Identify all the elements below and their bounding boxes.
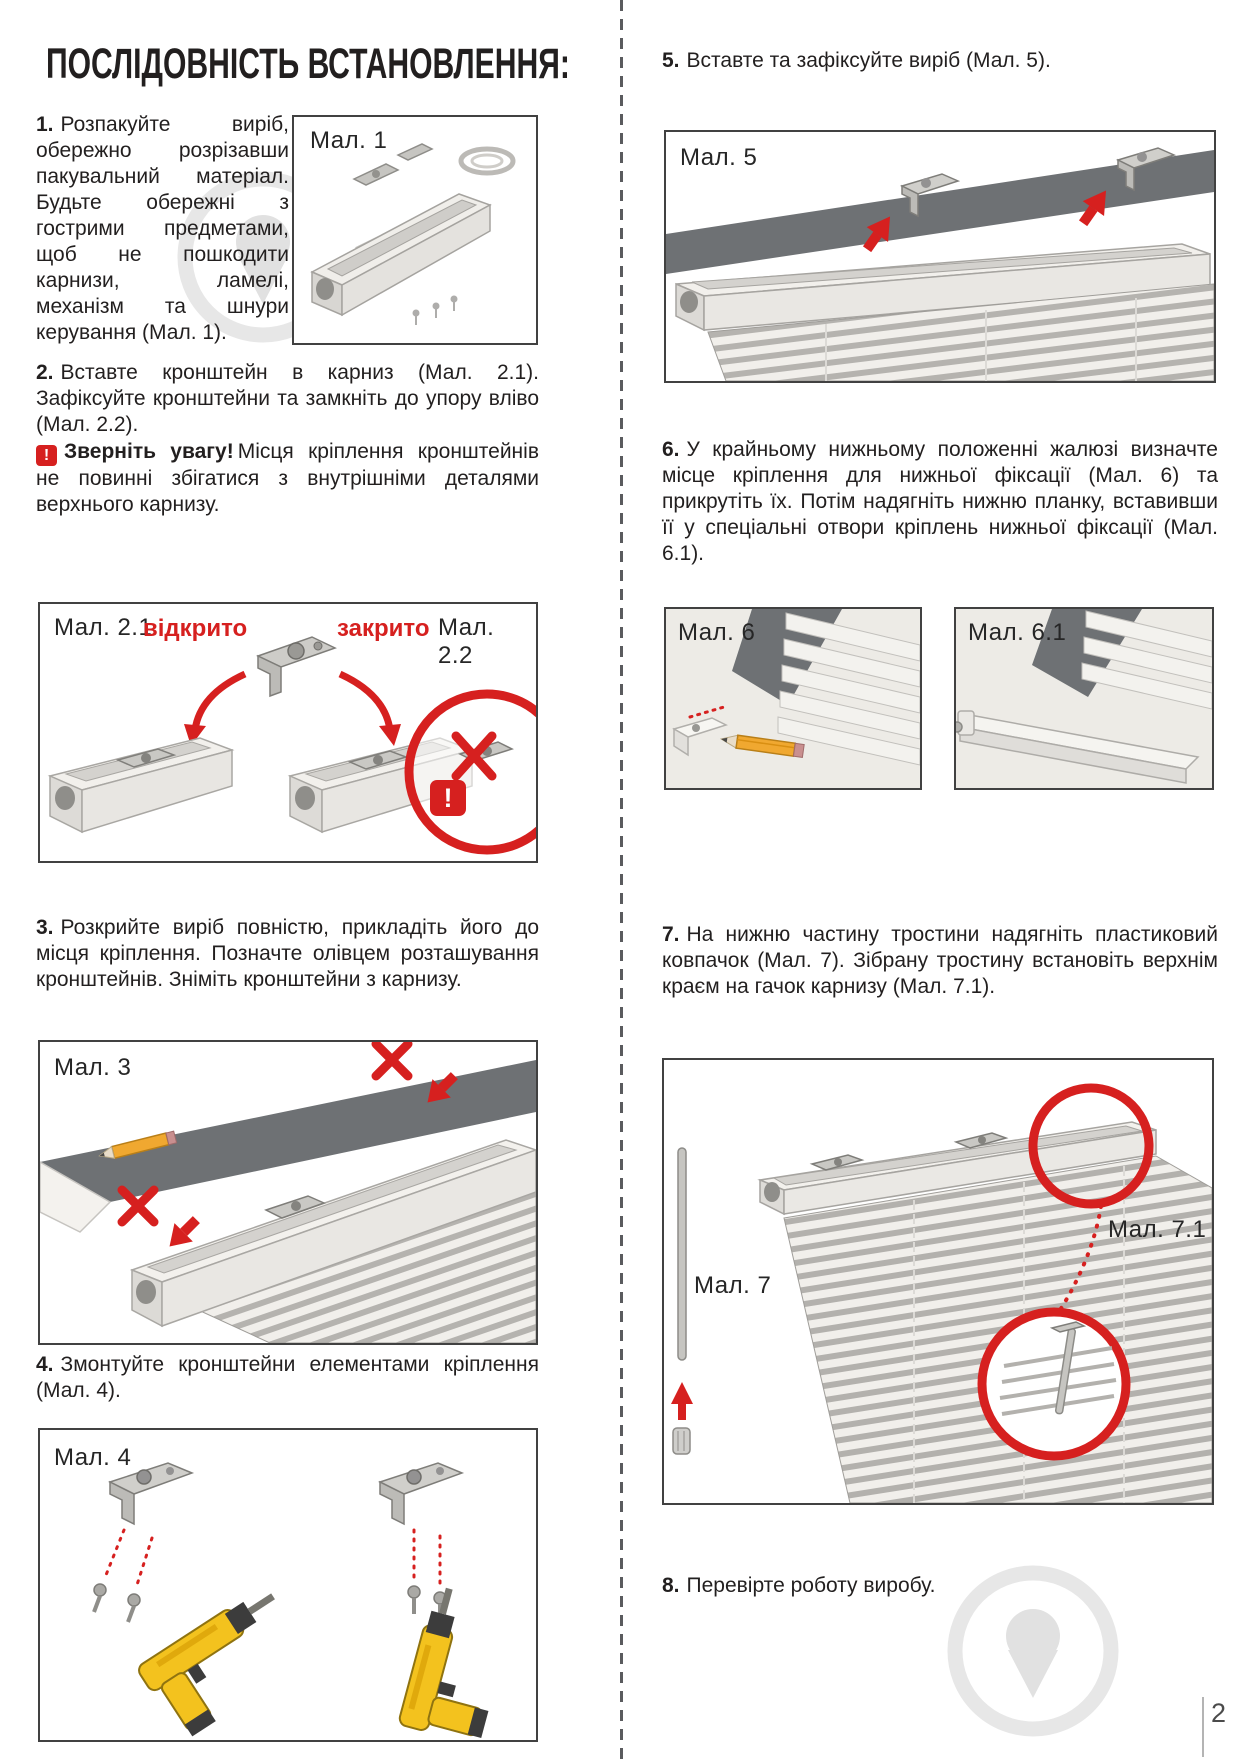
figure-4-illustration [40,1430,536,1740]
figure-6-label: Мал. 6 [678,619,756,646]
step-number: 7. [662,923,680,946]
step-8-text [662,1573,1218,1599]
step-1-text [36,112,289,346]
alert-exclamation-icon: ! [443,783,453,813]
step-number: 1. [36,113,54,136]
warning-title: Зверніть увагу! [64,440,234,463]
page-number-divider [1202,1697,1204,1757]
figure-6-1-label: Мал. 6.1 [968,619,1067,646]
step-body: Вставте та зафіксуйте виріб (Мал. 5). [686,49,1051,72]
step-6-text [662,437,1218,567]
step-number: 8. [662,1574,680,1597]
state-closed-label: закрито [337,615,430,642]
figure-4-label: Мал. 4 [54,1444,132,1471]
figure-6 [664,607,922,790]
step-number: 3. [36,916,54,939]
state-open-label: відкрито [143,615,248,642]
figure-2-1-label: Мал. 2.1 [54,614,153,641]
figure-3 [38,1040,538,1345]
step-body: Змонтуйте кронштейни елементами кріплення (Мал. 4). [36,1353,539,1403]
step-number: 5. [662,49,680,72]
figure-5-label: Мал. 5 [680,144,758,171]
step-5-text [662,48,1218,74]
page-number: 2 [1211,1698,1227,1728]
step-4-text [36,1352,539,1404]
step-body: Вставте кронштейн в карниз (Мал. 2.1). Зафіксуйте кронштейни та замкніть до упору вліво (Мал. 2.2). [36,361,539,437]
figure-5 [664,130,1216,383]
figure-7-label: Мал. 7 [694,1272,772,1299]
step-body: У крайньому нижньому положенні жалюзі визначте місце кріплення для нижньої фіксації (Мал. 6) та прикрутіть їх. Потім надягніть нижню планку, вставивши її у спеціальні отвори кріплень нижньої фіксації (Мал. 6.1). [662,438,1218,566]
step-body: Розкрийте виріб повністю, прикладіть його до місця кріплення. Позначте олівцем розташування кронштейнів. Зніміть кронштейни з карнизу. [36,916,539,992]
step-number: 4. [36,1353,54,1376]
step-7-text [662,922,1218,1000]
page-title: ПОСЛІДОВНІСТЬ ВСТАНОВЛЕННЯ: [46,40,570,88]
figure-1-label: Мал. 1 [310,127,388,154]
figure-7-1-label: Мал. 7.1 [1108,1216,1207,1243]
step-number: 2. [36,361,54,384]
warning-body: Місця кріплення кронштейнів не повинні збігатися з внутрішніми деталями верхнього карнизу. [36,440,539,517]
figure-2 [38,602,538,863]
warning-note [36,439,539,518]
step-3-text [36,915,539,993]
step-body: На нижню частину тростини надягніть пластиковий ковпачок (Мал. 7). Зібрану тростину встановіть верхнім краєм на гачок карнизу (Мал. 7.1). [662,923,1218,999]
figure-6-1 [954,607,1214,790]
step-number: 6. [662,438,680,461]
figure-3-label: Мал. 3 [54,1054,132,1081]
figure-2-2-label: Мал. 2.2 [438,614,495,669]
warning-icon: ! [36,445,57,466]
step-2-text [36,360,539,438]
figure-4 [38,1428,538,1742]
column-divider [620,0,623,1760]
figure-7 [662,1058,1214,1505]
step-body: Перевірте роботу виробу. [686,1574,936,1597]
figure-3-illustration [40,1042,536,1343]
step-body: Розпакуйте виріб, обережно розрізавши пакувальний матеріал. Будьте обережні з гострими предметами, щоб не пошкодити карнизи, ламелі, механізм та шнури керування (Мал. 1). [36,113,289,345]
figure-1 [292,115,538,345]
